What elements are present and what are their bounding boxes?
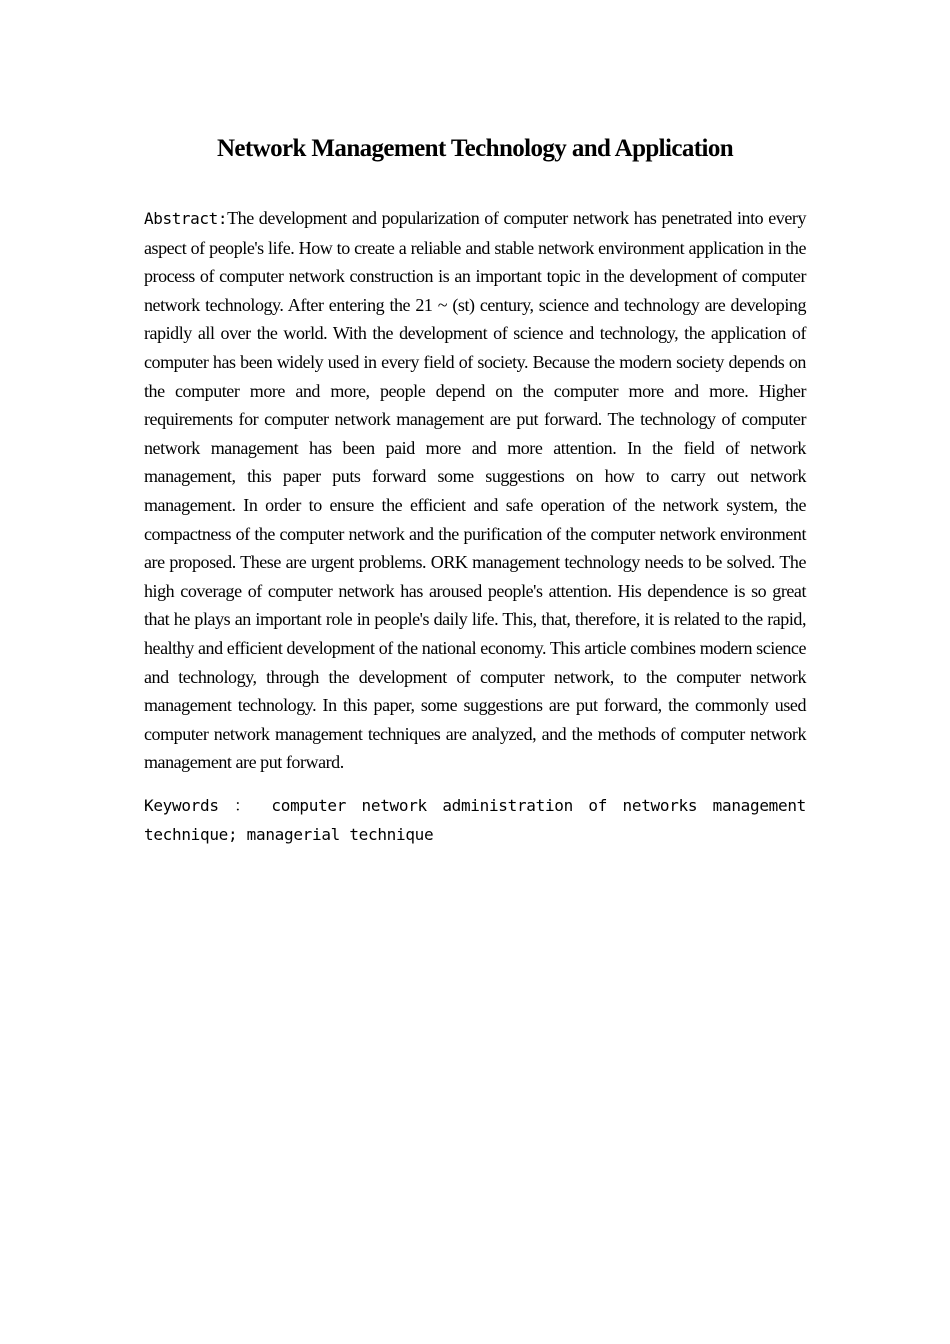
abstract-label: Abstract: — [144, 209, 228, 228]
abstract-text: The development and popularization of computer network has penetrated into every aspect of people's life. How to create a reliable and stable network environment application in the process of computer network construction is an important topic in the development of computer network technology. After entering the 21 ~ (st) century, science and technology are developing rapidly all over the world. With the development of science and technology, the application of computer has been widely used in every field of society. Because the modern society depends on the computer more and more, people depend on the computer more and more. Higher requirements for computer network management are put forward. The technology of computer network management has been paid more and more attention. In the field of network management, this paper puts forward some suggestions on how to carry out network management. In order to ensure the efficient and safe operation of the network system, the compactness of the computer network and the purification of the computer network environment are proposed. These are urgent problems. ORK management technology needs to be solved. The high coverage of computer network has aroused people's attention. His dependence is so great that he plays an important role in people's daily life. This, that, therefore, it is related to the rapid, healthy and efficient development of the national economy. This article combines modern science and technology, through the development of computer network, to the computer network management technology. In this paper, some suggestions are put forward, the commonly used computer network management techniques are analyzed, and the methods of computer network management are put forward. — [144, 208, 806, 773]
keywords-paragraph — [144, 792, 806, 849]
abstract-paragraph — [144, 204, 806, 777]
document-title: Network Management Technology and Application — [216, 135, 734, 162]
keywords-text: computer network administration of networks management technique; managerial technique — [144, 796, 806, 844]
keywords-label: Keywords ： — [144, 796, 256, 815]
